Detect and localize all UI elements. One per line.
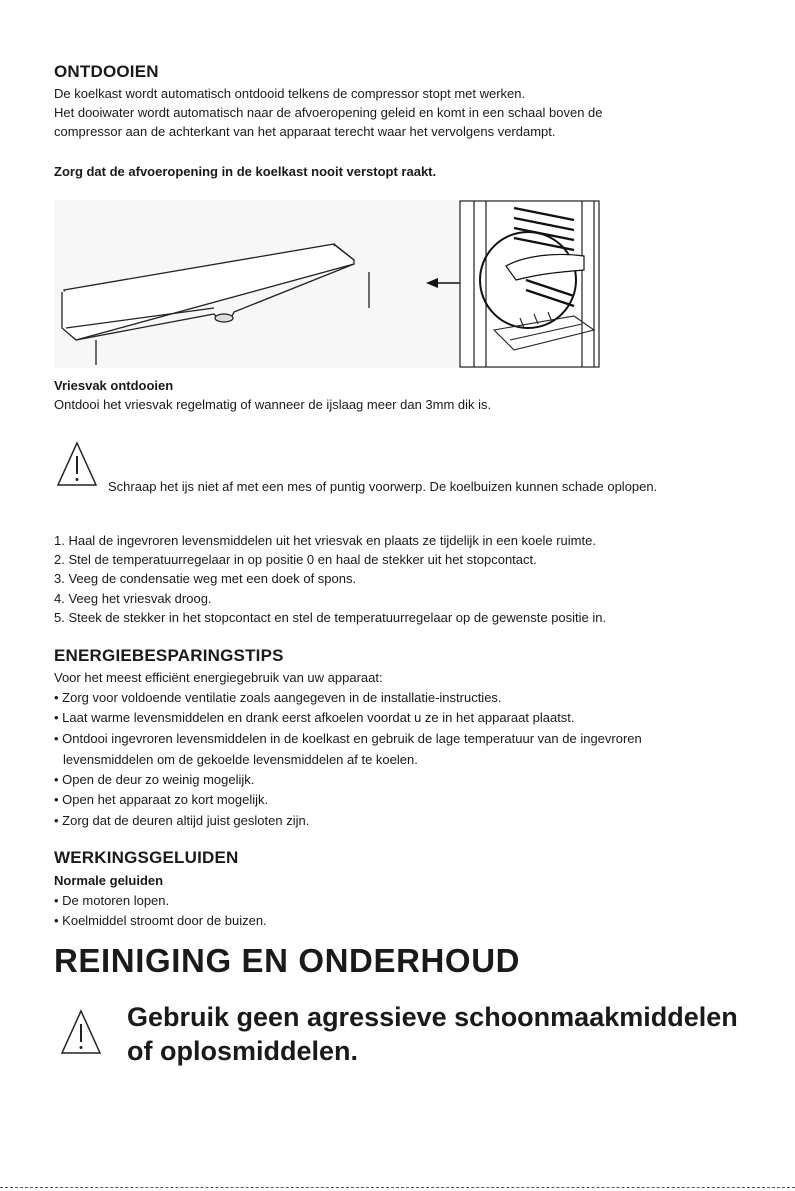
drain-warning-note: Zorg dat de afvoeropening in de koelkast nooit verstopt raakt. [54,164,437,179]
energy-tip: • Zorg voor voldoende ventilatie zoals aangegeven in de installatie-instructies. [54,690,502,705]
defrost-line-2: Het dooiwater wordt automatisch naar de afvoeropening geleid en komt in een schaal boven de [54,105,603,120]
defrost-step-2: 2. Stel de temperatuurregelaar in op positie 0 en haal de stekker uit het stopcontact. [54,552,537,567]
drain-diagram [54,200,600,368]
energy-intro: Voor het meest efficiënt energiegebruik van uw apparaat: [54,670,383,685]
page-bottom-divider [0,1187,795,1188]
defrost-step-1: 1. Haal de ingevroren levensmiddelen uit het vriesvak en plaats ze tijdelijk in een koele ruimte. [54,533,596,548]
scraping-warning-text: Schraap het ijs niet af met een mes of puntig voorwerp. De koelbuizen kunnen schade oplopen. [108,479,658,494]
defrost-step-4: 4. Veeg het vriesvak droog. [54,591,212,606]
cleaning-warning-line-2: of oplosmiddelen. [127,1036,359,1066]
noise-item: • De motoren lopen. [54,893,170,908]
energy-tip: • Laat warme levensmiddelen en drank eerst afkoelen voordat u ze in het apparaat plaatst. [54,710,575,725]
energy-tip: • Open de deur zo weinig mogelijk. [54,772,255,787]
noises-subheading: Normale geluiden [54,873,164,888]
noise-item: • Koelmiddel stroomt door de buizen. [54,913,267,928]
freezer-intro: Ontdooi het vriesvak regelmatig of wanneer de ijslaag meer dan 3mm dik is. [54,397,492,412]
energy-tip: • Zorg dat de deuren altijd juist gesloten zijn. [54,813,310,828]
drain-hole [215,314,233,322]
warning-triangle-icon [56,440,98,488]
energy-heading: ENERGIEBESPARINGSTIPS [54,646,284,665]
drain-channel-illustration [54,200,600,368]
cleaning-warning-line-1: Gebruik geen agressieve schoonmaakmiddelen [127,1002,738,1032]
cleaning-heading: REINIGING EN ONDERHOUD [54,942,521,979]
defrost-step-3: 3. Veeg de condensatie weg met een doek of spons. [54,571,357,586]
energy-tip: • Open het apparaat zo kort mogelijk. [54,792,269,807]
energy-tip: • Ontdooi ingevroren levensmiddelen in de koelkast en gebruik de lage temperatuur van de ingevroren [54,731,642,746]
defrost-line-3: compressor aan de achterkant van het apparaat terecht waar het vervolgens verdampt. [54,124,556,139]
warning-triangle-icon [60,1008,102,1056]
freezer-subheading: Vriesvak ontdooien [54,378,174,393]
noises-heading: WERKINGSGELUIDEN [54,848,239,867]
energy-tip-continuation: levensmiddelen om de gekoelde levensmiddelen af te koelen. [63,752,418,767]
defrost-line-1: De koelkast wordt automatisch ontdooid telkens de compressor stopt met werken. [54,86,526,101]
defrost-heading: ONTDOOIEN [54,62,159,81]
defrost-step-5: 5. Steek de stekker in het stopcontact en stel de temperatuurregelaar op de gewenste positie in. [54,610,607,625]
